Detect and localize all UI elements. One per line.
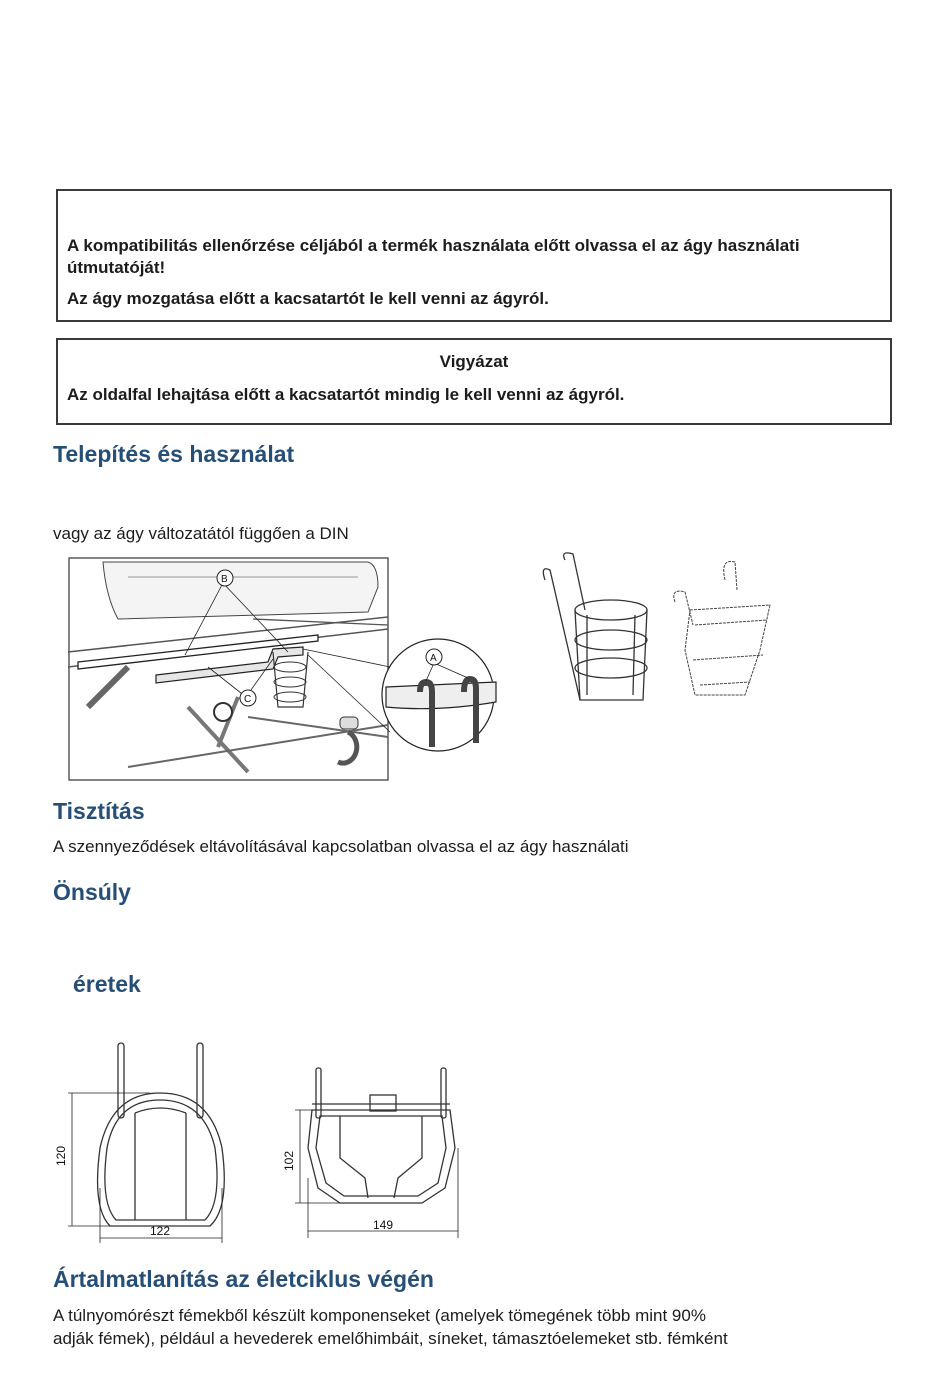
dim-left-height: 120 <box>54 1145 68 1166</box>
callout-c-label: C <box>244 694 252 705</box>
cleaning-text: A szennyeződések eltávolításával kapcsolatban olvassa el az ágy használati <box>53 837 629 856</box>
install-heading: Telepítés és használat <box>53 441 295 467</box>
dim-left-width: 122 <box>150 1224 171 1238</box>
notice-line-2: Az ágy mozgatása előtt a kacsatartót le kell venni az ágyról. <box>67 289 549 308</box>
notice-box <box>56 189 892 322</box>
urinal-holders-figure <box>535 550 785 710</box>
bed-installation-figure <box>68 557 508 783</box>
disposal-line-2: adják fémek), például a hevederek emelőhimbáit, síneket, támasztóelemeket stb. fémként <box>53 1329 728 1348</box>
weight-heading: Önsúly <box>53 879 131 905</box>
callout-b-label: B <box>221 574 228 585</box>
dim-right-height: 102 <box>282 1150 296 1171</box>
caution-title: Vigyázat <box>439 352 509 371</box>
install-text: vagy az ágy változatától függően a DIN <box>53 524 349 543</box>
dimensions-heading: éretek <box>73 971 141 997</box>
cleaning-heading: Tisztítás <box>53 798 145 824</box>
caution-box <box>56 338 892 425</box>
caution-text: Az oldalfal lehajtása előtt a kacsatartót mindig le kell venni az ágyról. <box>67 385 625 404</box>
callout-a-label: A <box>430 653 437 664</box>
dimensions-figure <box>50 1038 480 1248</box>
notice-line-1: A kompatibilitás ellenőrzése céljából a termék használata előtt olvassa el az ágy használati útmutatóját! <box>67 236 800 277</box>
dim-right-width: 149 <box>373 1218 394 1232</box>
disposal-heading: Ártalmatlanítás az életciklus végén <box>53 1266 434 1292</box>
disposal-line-1: A túlnyomórészt fémekből készült komponenseket (amelyek tömegének több mint 90% <box>53 1306 706 1325</box>
